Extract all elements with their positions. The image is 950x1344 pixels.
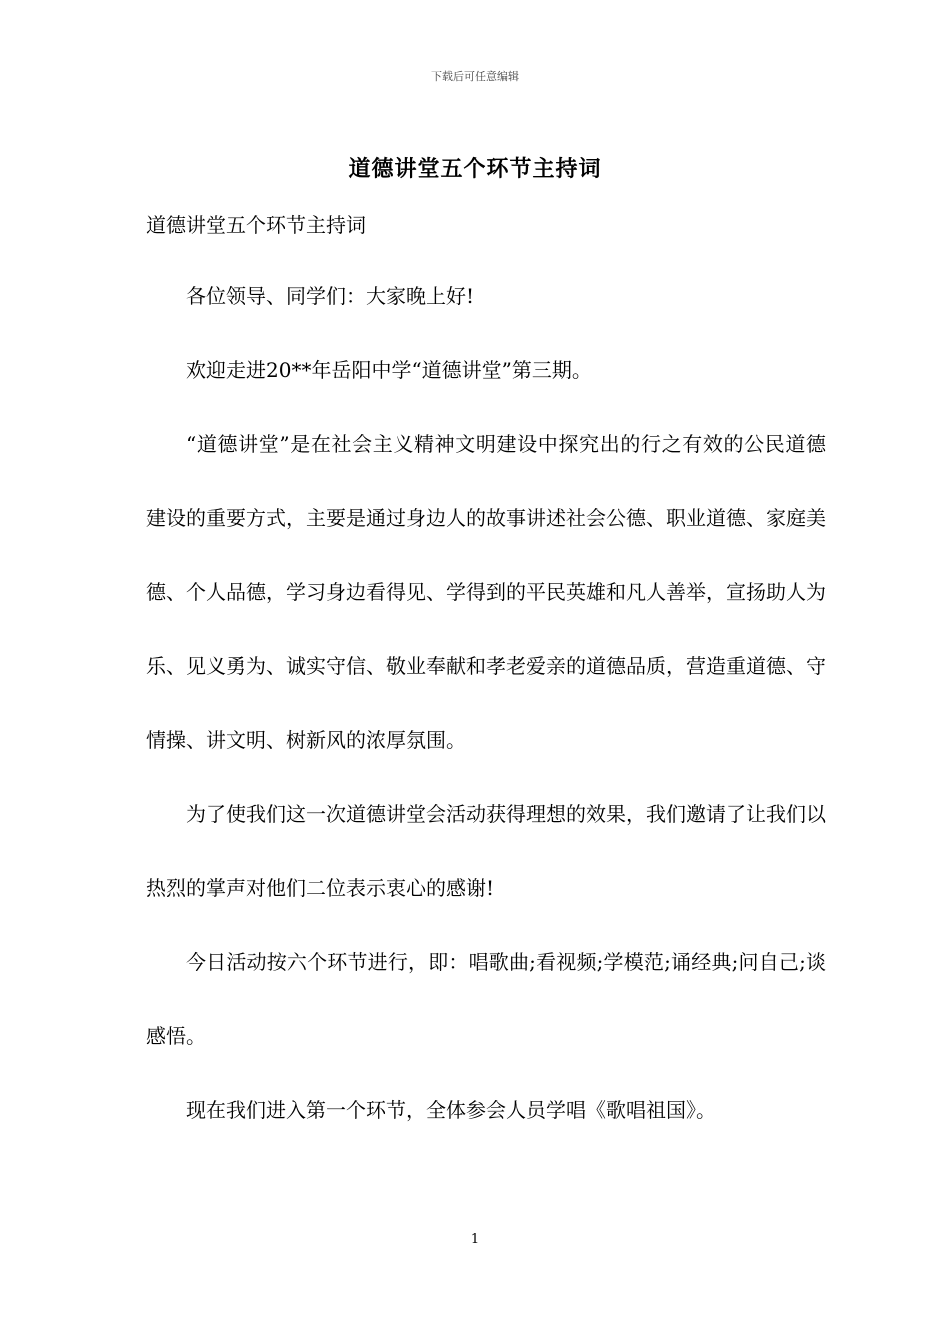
paragraph-introduction: “道德讲堂”是在社会主义精神文明建设中探究出的行之有效的公民道德建设的重要方式，主要是通过身边人的故事讲述社会公德、职业道德、家庭美德、个人品德，学习身边看得见、学得到的平民英雄和凡人善举，宣扬助人为乐、见义勇为、诚实守信、敬业奉献和孝老爱亲的道德品质，营造重道德、守情操、讲文明、树新风的浓厚氛围。 (146, 432, 826, 752)
document-title: 道德讲堂五个环节主持词 (348, 156, 602, 182)
page-number: 1 (470, 1232, 480, 1247)
paragraph-greeting: 各位领导、同学们：大家晚上好! (186, 284, 475, 308)
header-note: 下载后可任意编辑 (431, 70, 519, 83)
paragraph-welcome: 欢迎走进20**年岳阳中学“道德讲堂”第三期。 (186, 358, 592, 382)
paragraph-agenda: 今日活动按六个环节进行，即：唱歌曲;看视频;学模范;诵经典;问自己;谈感悟。 (146, 950, 826, 1048)
paragraph-thanks: 为了使我们这一次道德讲堂会活动获得理想的效果，我们邀请了让我们以热烈的掌声对他们二位表示衷心的感谢! (146, 802, 826, 900)
document-body (146, 205, 826, 1147)
document-subtitle: 道德讲堂五个环节主持词 (146, 213, 366, 237)
paragraph-first-section: 现在我们进入第一个环节，全体参会人员学唱《歌唱祖国》。 (186, 1098, 716, 1122)
